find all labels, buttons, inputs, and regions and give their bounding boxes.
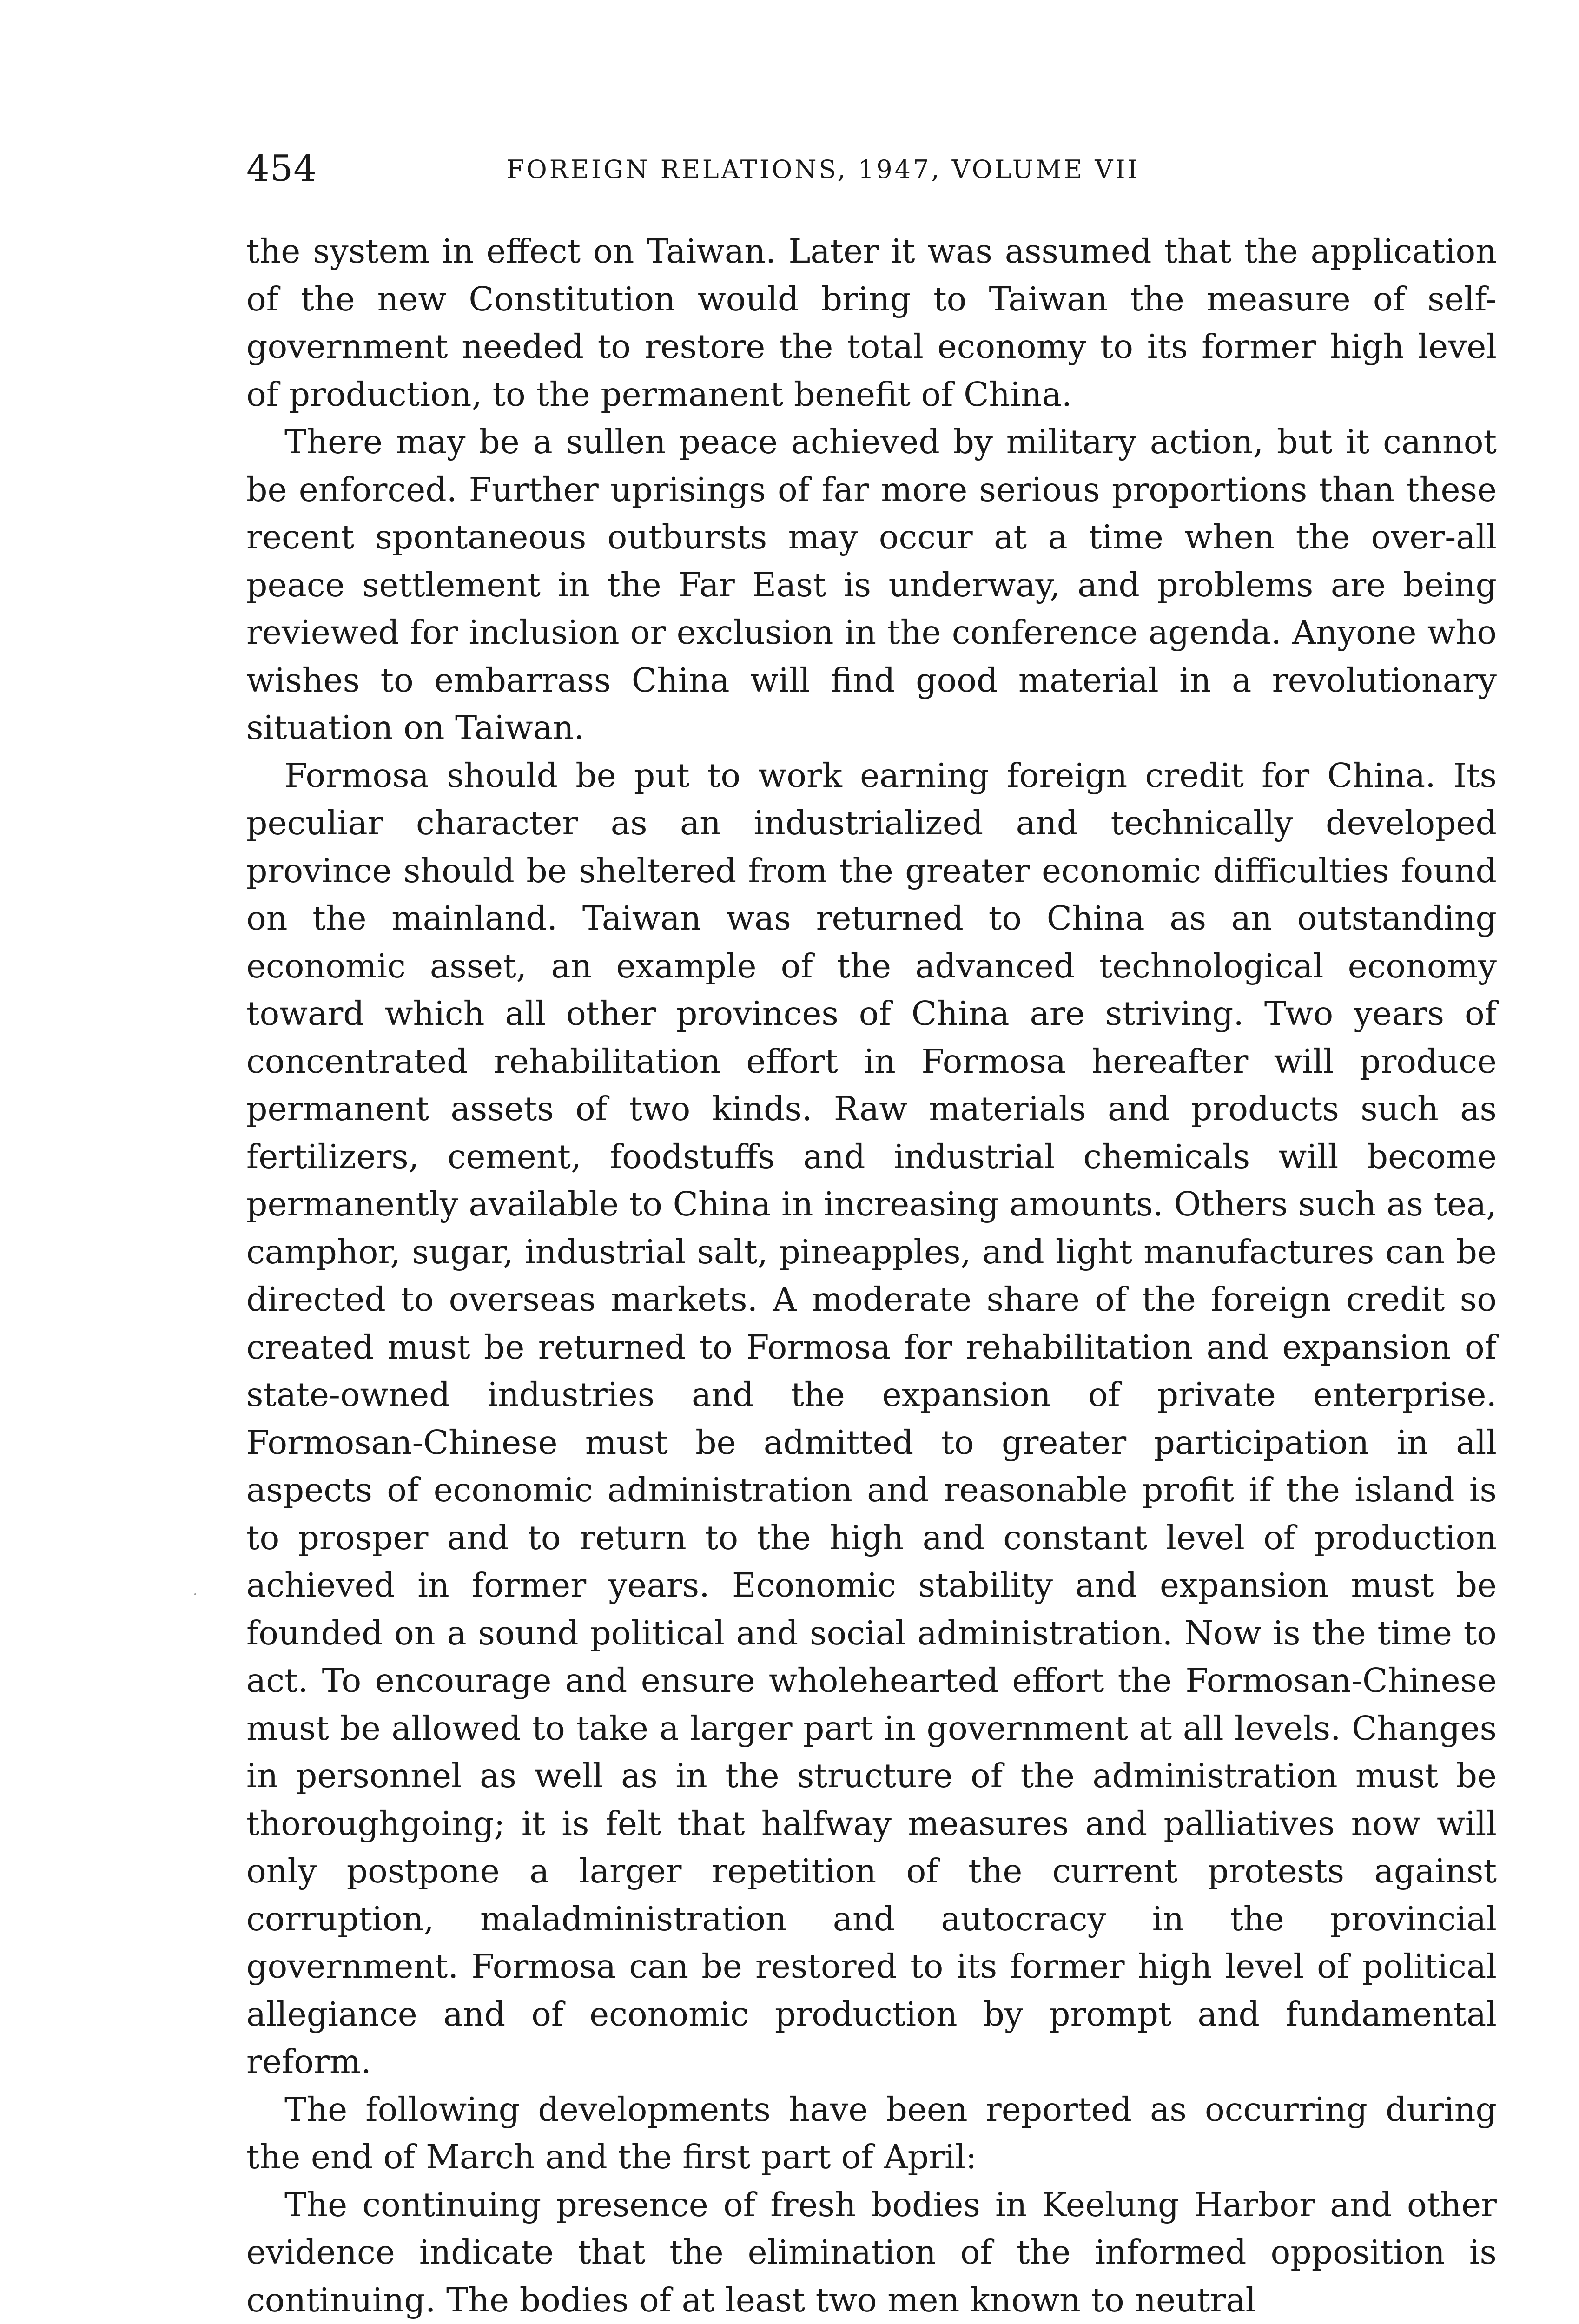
- body-text: [246, 228, 1497, 2324]
- paragraph: The continuing presence of fresh bodies in Keelung Harbor and other evidence indicate that the elimination of the informed opposition is continuing. The bodies of at least two men known to neutral: [246, 2185, 1497, 2319]
- paragraph: The following developments have been reported as occurring during the end of March and the first part of April:: [246, 2090, 1497, 2176]
- running-title: FOREIGN RELATIONS, 1947, VOLUME VII: [507, 155, 1140, 184]
- page-header: [246, 148, 1501, 190]
- paragraph: Formosa should be put to work earning foreign credit for China. Its peculiar character as an industrialized and technically developed province should be sheltered from the greater economic difficulties found on the mainland. Taiwan was returned to China as an outstanding economic asset, an example of the advanced technological economy toward which all other provinces of China are striving. Two years of concentrated rehabilitation effort in Formosa hereafter will produce permanent assets of two kinds. Raw materials and products such as fertilizers, cement, foodstuffs and industrial chemicals will become permanently available to China in increasing amounts. Others such as tea, camphor, sugar, industrial salt, pineapples, and light manufactures can be directed to overseas markets. A moderate share of the foreign credit so created must be returned to Formosa for rehabilitation and expansion of state-owned industries and the expansion of private enterprise. Formosan-Chinese must be admitted to greater participation in all aspects of economic administration and reasonable profit if the island is to prosper and to return to the high and constant level of production achieved in former years. Economic stability and expansion must be founded on a sound political and social administration. Now is the time to act. To encourage and ensure wholehearted effort the Formosan-Chinese must be allowed to take a larger part in government at all levels. Changes in personnel as well as in the structure of the administration must be thoroughgoing; it is felt that halfway measures and palliatives now will only postpone a larger repetition of the current protests against corruption, maladministration and autocracy in the provincial government. Formosa can be restored to its former high level of political allegiance and of economic production by prompt and fundamental reform.: [246, 756, 1497, 2081]
- page-number: 454: [246, 148, 317, 190]
- margin-mark: [194, 1593, 196, 1595]
- paragraph-continued: the system in effect on Taiwan. Later it was assumed that the application of the new Constitution would bring to Taiwan the measure of self-government needed to restore the total economy to its former high level of production, to the permanent benefit of China.: [246, 232, 1497, 414]
- paragraph: There may be a sullen peace achieved by military action, but it cannot be enforced. Further uprisings of far more serious proportions than these recent spontaneous outbursts may occur at a time when the over-all peace settlement in the Far East is underway, and problems are being reviewed for inclusion or exclusion in the conference agenda. Anyone who wishes to embarrass China will find good material in a revolutionary situation on Taiwan.: [246, 423, 1497, 747]
